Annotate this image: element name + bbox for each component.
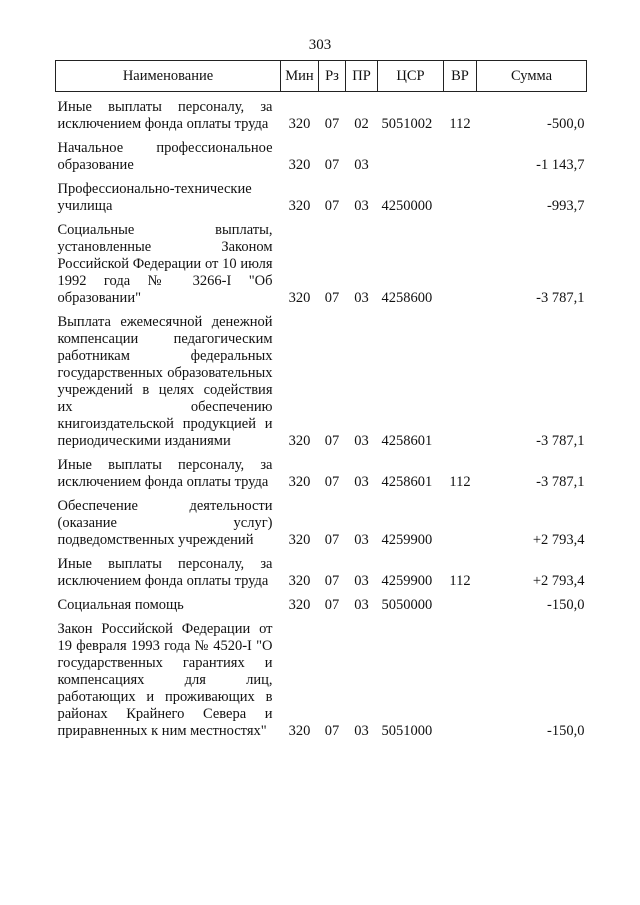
row-spacer-cell: [56, 549, 587, 556]
cell-sum: +2 793,4: [532, 573, 585, 589]
cell-vr: [444, 181, 477, 215]
cell-sum: -3 787,1: [536, 433, 585, 449]
row-spacer: [56, 450, 587, 457]
cell-rz: 07: [324, 532, 340, 548]
cell-vr: [444, 222, 477, 307]
cell-rz: 07: [324, 573, 340, 589]
cell-min: 320: [288, 597, 311, 613]
cell-vr: 112: [449, 474, 471, 490]
cell-min: 320: [288, 116, 311, 132]
row-spacer-cell: [56, 92, 587, 100]
cell-sum: -3 787,1: [536, 290, 585, 306]
cell-pr: 03: [354, 290, 369, 306]
cell-sum: -3 787,1: [536, 474, 585, 490]
row-spacer-cell: [56, 174, 587, 181]
cell-vr: [444, 597, 477, 614]
cell-sum: -150,0: [547, 723, 585, 739]
cell-name: Иные выплаты персоналу, за исключением фонда оплаты труда: [57, 457, 273, 490]
table-row: [56, 99, 587, 133]
table-header: [56, 61, 587, 92]
table-row: [56, 314, 587, 450]
table-row: [56, 597, 587, 614]
cell-rz: 07: [324, 433, 340, 449]
cell-vr: 112: [449, 116, 471, 132]
table-row: [56, 457, 587, 491]
cell-min: 320: [288, 290, 311, 306]
row-spacer: [56, 174, 587, 181]
table-row: [56, 498, 587, 549]
row-spacer: [56, 590, 587, 597]
table-row: [56, 621, 587, 740]
cell-min: 320: [288, 573, 311, 589]
cell-name: Обеспечение деятельности (оказание услуг) подведомственных учреждений: [57, 498, 273, 548]
row-spacer: [56, 215, 587, 222]
cell-rz: 07: [324, 198, 340, 214]
cell-pr: 03: [354, 597, 369, 613]
cell-pr: 03: [354, 474, 369, 490]
cell-pr: 03: [354, 157, 369, 173]
cell-csr: 5051000: [381, 723, 433, 739]
cell-rz: 07: [324, 597, 340, 613]
cell-csr: 4258601: [381, 474, 433, 490]
row-spacer-cell: [56, 614, 587, 621]
cell-pr: 03: [354, 198, 369, 214]
cell-csr: [378, 140, 444, 174]
header-pr: ПР: [346, 61, 378, 92]
table-row: [56, 222, 587, 307]
cell-pr: 03: [354, 433, 369, 449]
cell-name: Иные выплаты персоналу, за исключением фонда оплаты труда: [57, 556, 273, 589]
header-rz: Рз: [319, 61, 346, 92]
cell-name: Иные выплаты персоналу, за исключением фонда оплаты труда: [57, 99, 273, 132]
cell-name: Начальное профессиональное образование: [57, 140, 273, 173]
row-spacer: [56, 92, 587, 100]
cell-pr: 03: [354, 532, 369, 548]
cell-csr: 5050000: [381, 597, 433, 613]
cell-rz: 07: [324, 157, 340, 173]
cell-csr: 4259900: [381, 573, 433, 589]
cell-min: 320: [288, 532, 311, 548]
row-spacer-cell: [56, 215, 587, 222]
cell-vr: [444, 140, 477, 174]
cell-sum: -1 143,7: [536, 157, 585, 173]
row-spacer-cell: [56, 133, 587, 140]
row-spacer-cell: [56, 590, 587, 597]
cell-sum: +2 793,4: [532, 532, 585, 548]
cell-name: Профессионально-технические училища: [57, 181, 252, 214]
cell-csr: 4250000: [381, 198, 433, 214]
cell-name: Выплата ежемесячной денежной компенсации педагогическим работникам федеральных государственных образовательных учреждений в целях содействия их обеспечению книгоиздательской продукцией и периодическими изданиями: [57, 314, 273, 449]
table-row: [56, 556, 587, 590]
cell-vr: 112: [449, 573, 471, 589]
cell-pr: 03: [354, 723, 369, 739]
cell-sum: -993,7: [547, 198, 585, 214]
cell-vr: [444, 314, 477, 450]
cell-vr: [444, 621, 477, 740]
cell-rz: 07: [324, 474, 340, 490]
cell-csr: 4258600: [381, 290, 433, 306]
cell-name: Социальная помощь: [57, 597, 184, 613]
cell-pr: 02: [354, 116, 369, 132]
row-spacer-cell: [56, 450, 587, 457]
cell-sum: -150,0: [547, 597, 585, 613]
row-spacer-cell: [56, 307, 587, 314]
table-row: [56, 140, 587, 174]
table-row: [56, 181, 587, 215]
cell-name: Закон Российской Федерации от 19 февраля 1993 года № 4520-I "О государственных гарантиях и компенсациях для лиц, работающих и проживающих в районах Крайнего Севера и приравненных к ним местностях": [57, 621, 273, 739]
page-number: 303: [308, 37, 332, 53]
cell-min: 320: [288, 474, 311, 490]
cell-csr: 4258601: [381, 433, 433, 449]
table-body: [56, 92, 587, 741]
budget-table: [55, 60, 587, 740]
header-min: Мин: [281, 61, 319, 92]
cell-pr: 03: [354, 573, 369, 589]
row-spacer: [56, 491, 587, 498]
header-name: Наименование: [56, 61, 281, 92]
row-spacer: [56, 133, 587, 140]
row-spacer: [56, 307, 587, 314]
row-spacer: [56, 614, 587, 621]
row-spacer-cell: [56, 491, 587, 498]
cell-min: 320: [288, 198, 311, 214]
cell-min: 320: [288, 157, 311, 173]
header-csr: ЦСР: [378, 61, 444, 92]
cell-min: 320: [288, 433, 311, 449]
cell-rz: 07: [324, 290, 340, 306]
row-spacer: [56, 549, 587, 556]
cell-min: 320: [288, 723, 311, 739]
cell-rz: 07: [324, 723, 340, 739]
cell-name: Социальные выплаты, установленные Законом Российской Федерации от 10 июля 1992 года № 3266-I "Об образовании": [57, 222, 273, 306]
header-sum: Сумма: [477, 61, 587, 92]
cell-sum: -500,0: [547, 116, 585, 132]
cell-csr: 4259900: [381, 532, 433, 548]
cell-vr: [444, 498, 477, 549]
cell-csr: 5051002: [381, 116, 433, 132]
header-vr: ВР: [444, 61, 477, 92]
cell-rz: 07: [324, 116, 340, 132]
